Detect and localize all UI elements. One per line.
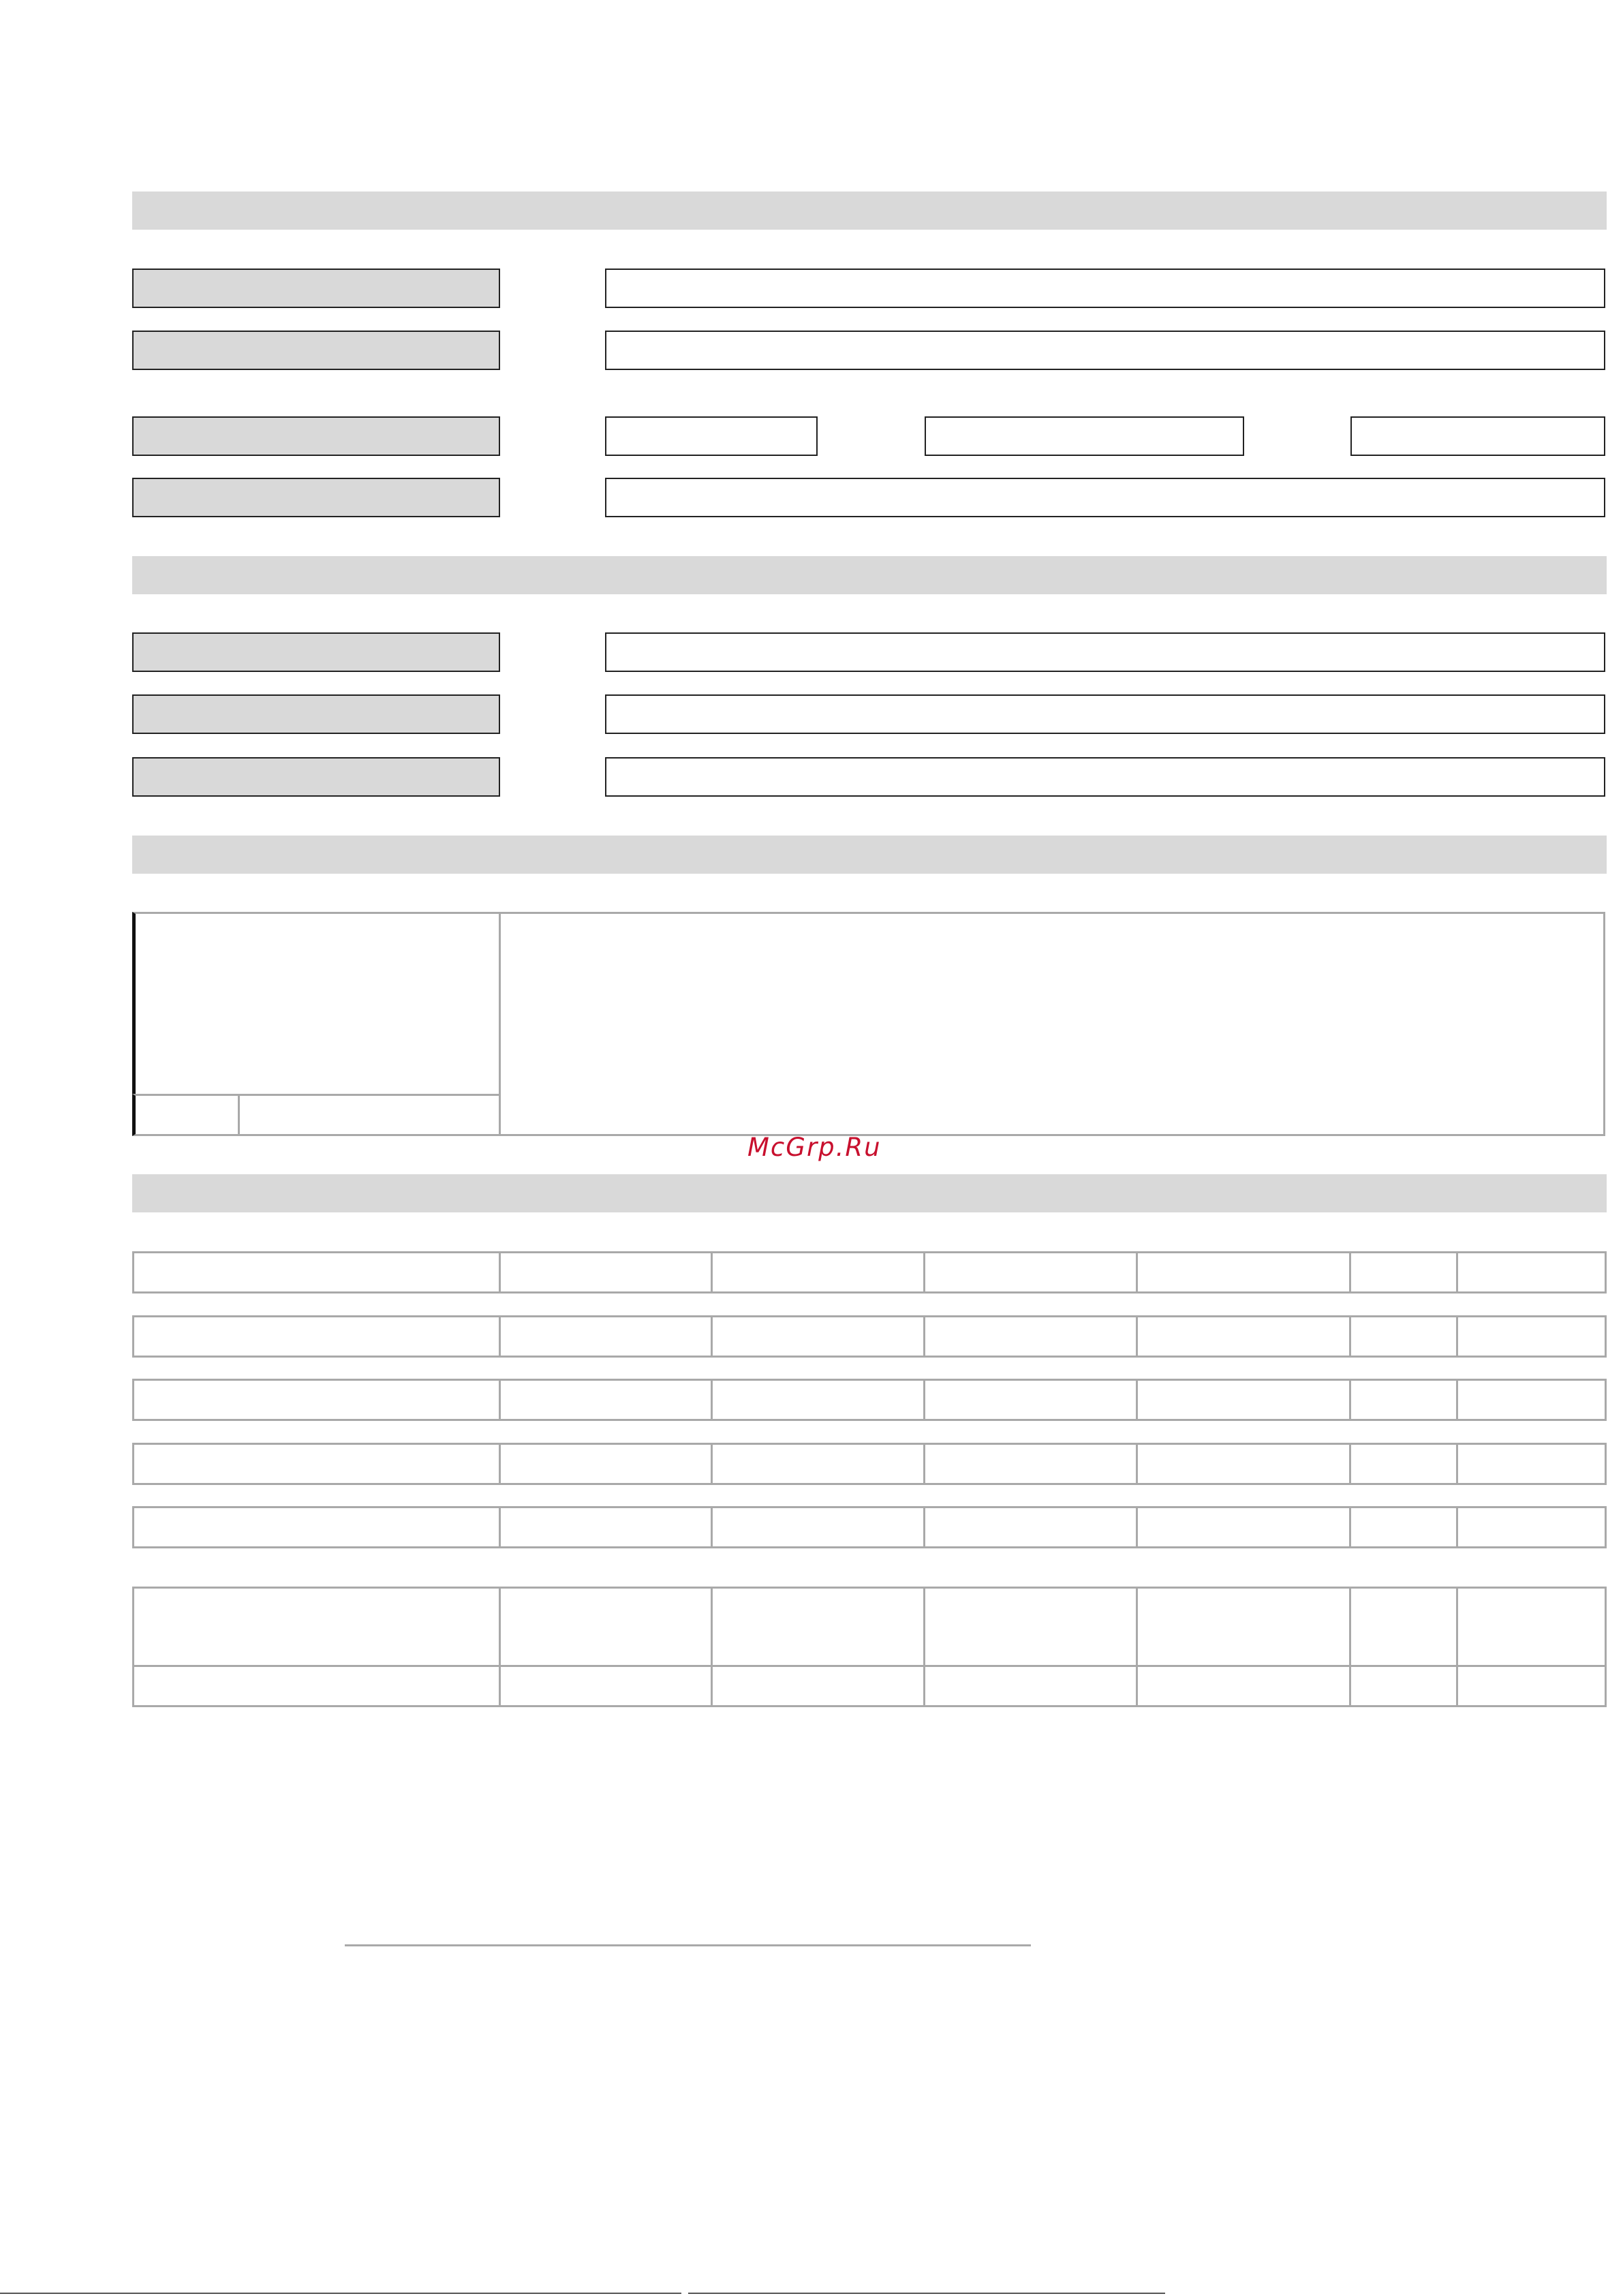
- table-cell[interactable]: [1349, 1251, 1458, 1294]
- table-cell[interactable]: [711, 1506, 925, 1548]
- input-field-6[interactable]: [605, 694, 1605, 734]
- table-cell[interactable]: [1136, 1665, 1351, 1707]
- table-cell[interactable]: [923, 1315, 1138, 1358]
- field-label-5: [132, 632, 500, 672]
- table-cell[interactable]: [499, 1251, 713, 1294]
- input-field-7[interactable]: [605, 757, 1605, 797]
- table-cell[interactable]: [1456, 1379, 1607, 1421]
- description-box[interactable]: [499, 912, 1605, 1136]
- table-cell[interactable]: [1349, 1379, 1458, 1421]
- section-header-3: [132, 836, 1607, 874]
- table-cell[interactable]: [1136, 1506, 1351, 1548]
- table-cell[interactable]: [499, 1665, 713, 1707]
- table-cell[interactable]: [923, 1443, 1138, 1485]
- table-cell[interactable]: [1349, 1315, 1458, 1358]
- table-cell[interactable]: [711, 1443, 925, 1485]
- table-cell[interactable]: [499, 1315, 713, 1358]
- input-field-2[interactable]: [605, 331, 1605, 370]
- input-field-3a[interactable]: [605, 416, 818, 456]
- photo-caption-right: [238, 1094, 501, 1136]
- table-cell[interactable]: [711, 1251, 925, 1294]
- table-cell[interactable]: [1349, 1587, 1458, 1667]
- input-field-3c[interactable]: [1350, 416, 1605, 456]
- table-cell[interactable]: [923, 1587, 1138, 1667]
- table-cell[interactable]: [132, 1506, 501, 1548]
- section-header-2: [132, 556, 1607, 594]
- table-cell[interactable]: [499, 1587, 713, 1667]
- table-cell[interactable]: [923, 1251, 1138, 1294]
- table-cell[interactable]: [1456, 1315, 1607, 1358]
- table-cell[interactable]: [1456, 1443, 1607, 1485]
- table-cell[interactable]: [132, 1251, 501, 1294]
- table-cell[interactable]: [923, 1665, 1138, 1707]
- input-field-5[interactable]: [605, 632, 1605, 672]
- photo-caption-left: [132, 1094, 240, 1136]
- table-cell[interactable]: [1349, 1665, 1458, 1707]
- field-label-4: [132, 478, 500, 517]
- table-cell[interactable]: [1349, 1506, 1458, 1548]
- input-field-4[interactable]: [605, 478, 1605, 517]
- field-label-3: [132, 416, 500, 456]
- table-cell[interactable]: [711, 1587, 925, 1667]
- table-cell[interactable]: [1136, 1251, 1351, 1294]
- table-cell[interactable]: [1136, 1315, 1351, 1358]
- table-cell[interactable]: [711, 1315, 925, 1358]
- table-cell[interactable]: [132, 1379, 501, 1421]
- table-cell[interactable]: [1136, 1443, 1351, 1485]
- table-cell[interactable]: [1456, 1251, 1607, 1294]
- table-cell[interactable]: [711, 1665, 925, 1707]
- watermark: McGrp.Ru: [747, 1133, 882, 1162]
- section-header-1: [132, 192, 1607, 230]
- table-cell[interactable]: [1136, 1379, 1351, 1421]
- field-label-6: [132, 694, 500, 734]
- table-cell[interactable]: [711, 1379, 925, 1421]
- field-label-7: [132, 757, 500, 797]
- input-field-1[interactable]: [605, 269, 1605, 308]
- field-label-2: [132, 331, 500, 370]
- table-cell[interactable]: [499, 1443, 713, 1485]
- footer-line-right: [688, 2293, 1165, 2294]
- table-cell[interactable]: [499, 1506, 713, 1548]
- table-cell[interactable]: [132, 1443, 501, 1485]
- table-cell[interactable]: [1349, 1443, 1458, 1485]
- table-cell[interactable]: [1136, 1587, 1351, 1667]
- input-field-3b[interactable]: [925, 416, 1244, 456]
- table-cell[interactable]: [132, 1587, 501, 1667]
- table-cell[interactable]: [132, 1315, 501, 1358]
- footer-line: [0, 2293, 681, 2294]
- signature-line: [345, 1944, 1031, 1946]
- table-cell[interactable]: [923, 1506, 1138, 1548]
- table-cell[interactable]: [923, 1379, 1138, 1421]
- table-cell[interactable]: [1456, 1506, 1607, 1548]
- table-cell[interactable]: [1456, 1665, 1607, 1707]
- table-cell[interactable]: [132, 1665, 501, 1707]
- field-label-1: [132, 269, 500, 308]
- table-cell[interactable]: [499, 1379, 713, 1421]
- table-cell[interactable]: [1456, 1587, 1607, 1667]
- section-header-4: [132, 1174, 1607, 1212]
